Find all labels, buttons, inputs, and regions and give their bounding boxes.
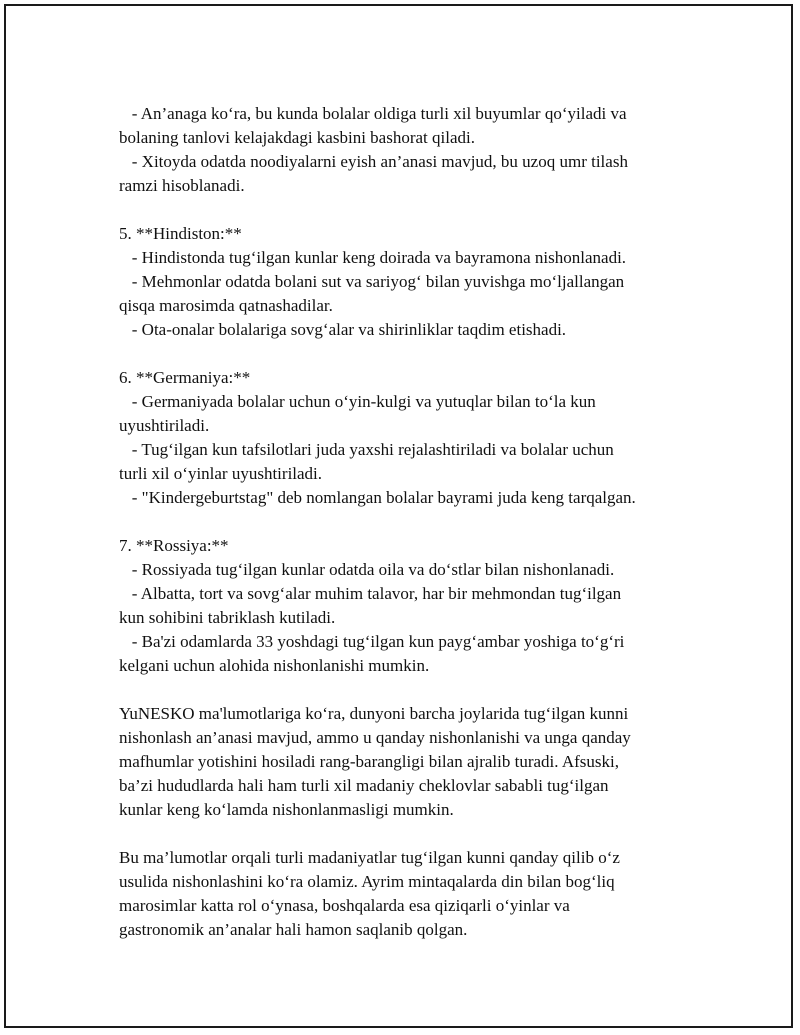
paragraph-gap (119, 822, 699, 846)
text-section (119, 534, 699, 678)
text-line: kunlar keng ko‘lamda nishonlanmasligi mumkin. (119, 800, 454, 819)
text-line: nishonlash an’anasi mavjud, ammo u qanday nishonlanishi va unga qanday (119, 728, 631, 747)
text-section (119, 702, 699, 822)
paragraph-gap (119, 510, 699, 534)
paragraph-gap (119, 678, 699, 702)
text-line: Bu ma’lumotlar orqali turli madaniyatlar tug‘ilgan kunni qanday qilib o‘z (119, 848, 620, 867)
text-line: ba’zi hududlarda hali ham turli xil madaniy cheklovlar sababli tug‘ilgan (119, 776, 609, 795)
text-line: qisqa marosimda qatnashadilar. (119, 296, 333, 315)
document-body (119, 102, 699, 942)
text-section (119, 366, 699, 510)
text-line: bolaning tanlovi kelajakdagi kasbini bashorat qiladi. (119, 128, 475, 147)
text-line: ramzi hisoblanadi. (119, 176, 245, 195)
text-line: uyushtiriladi. (119, 416, 210, 435)
text-line: - Ota-onalar bolalariga sovg‘alar va shirinliklar taqdim etishadi. (119, 320, 567, 339)
text-line: - "Kindergeburtstag" deb nomlangan bolalar bayrami juda keng tarqalgan. (119, 488, 636, 507)
text-section (119, 846, 699, 942)
text-line: - Albatta, tort va sovg‘alar muhim talavor, har bir mehmondan tug‘ilgan (119, 584, 622, 603)
text-line: usulida nishonlashini ko‘ra olamiz. Ayrim mintaqalarda din bilan bog‘liq (119, 872, 615, 891)
text-line: - Hindistonda tug‘ilgan kunlar keng doirada va bayramona nishonlanadi. (119, 248, 627, 267)
text-line: kun sohibini tabriklash kutiladi. (119, 608, 336, 627)
text-section (119, 222, 699, 342)
page-border (4, 4, 793, 1028)
text-line: 6. **Germaniya:** (119, 368, 251, 387)
text-line: mafhumlar yotishini hosiladi rang-barangligi bilan ajralib turadi. Afsuski, (119, 752, 619, 771)
text-line: marosimlar katta rol o‘ynasa, boshqalarda esa qiziqarli o‘yinlar va (119, 896, 570, 915)
text-line: - Germaniyada bolalar uchun o‘yin-kulgi va yutuqlar bilan to‘la kun (119, 392, 596, 411)
text-line: - Rossiyada tug‘ilgan kunlar odatda oila va do‘stlar bilan nishonlanadi. (119, 560, 615, 579)
paragraph-gap (119, 342, 699, 366)
text-line: YuNESKO ma'lumotlariga ko‘ra, dunyoni barcha joylarida tug‘ilgan kunni (119, 704, 629, 723)
text-line: - Ba'zi odamlarda 33 yoshdagi tug‘ilgan kun payg‘ambar yoshiga to‘g‘ri (119, 632, 625, 651)
text-line: 5. **Hindiston:** (119, 224, 242, 243)
text-line: kelgani uchun alohida nishonlanishi mumkin. (119, 656, 430, 675)
text-section (119, 102, 699, 198)
text-line: - Mehmonlar odatda bolani sut va sariyog‘ bilan yuvishga mo‘ljallangan (119, 272, 625, 291)
text-line: - An’anaga ko‘ra, bu kunda bolalar oldiga turli xil buyumlar qo‘yiladi va (119, 104, 627, 123)
text-line: - Tug‘ilgan kun tafsilotlari juda yaxshi rejalashtiriladi va bolalar uchun (119, 440, 614, 459)
paragraph-gap (119, 198, 699, 222)
text-line: gastronomik an’analar hali hamon saqlanib qolgan. (119, 920, 468, 939)
text-line: turli xil o‘yinlar uyushtiriladi. (119, 464, 323, 483)
text-line: - Xitoyda odatda noodiyalarni eyish an’anasi mavjud, bu uzoq umr tilash (119, 152, 628, 171)
text-line: 7. **Rossiya:** (119, 536, 229, 555)
